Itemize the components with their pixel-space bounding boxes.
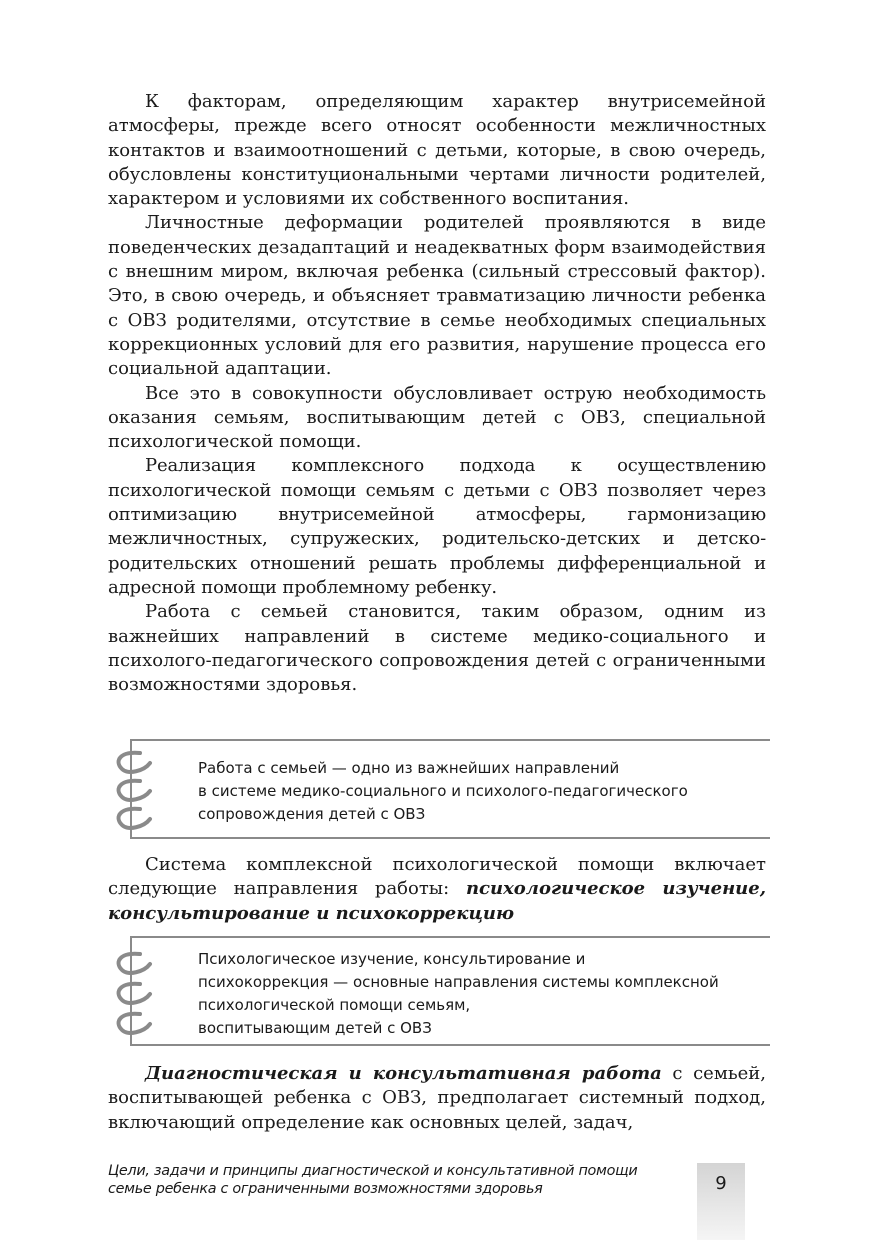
callout-2-line: Психологическое изучение, консультирование и [198,950,586,968]
callout-1-line: сопровождения детей с ОВЗ [198,805,426,823]
callout-1-line: в системе медико-социального и психолого-педагогического [198,782,688,800]
spiral-binding-icon [110,946,160,1042]
paragraph-5: Работа с семьей становится, таким образом, одним из важнейших направлений в системе медико-социального и психолого-педагогического сопровождения детей с ограниченными возможностями здоровья. [108,601,766,696]
paragraph-6 [108,853,766,926]
callout-box-1 [130,739,770,839]
paragraph-6-text: Система комплексной психологической помощи включает следующие направления работы: [108,854,766,900]
running-footer [108,1162,698,1198]
paragraph-1: К факторам, определяющим характер внутрисемейной атмосферы, прежде всего относят особенности межличностных контактов и взаимоотношений с детьми, которые, в свою очередь, обусловлены конституциональными чертами личности родителей, характером и условиями их собственного воспитания. [108,91,766,210]
spiral-binding-icon [110,749,160,835]
paragraph-7-emphasis: Диагностическая и консультативная работа [145,1063,662,1084]
page-number-tab [697,1163,745,1240]
paragraph-4: Реализация комплексного подхода к осуществлению психологической помощи семьям с детьми с ОВЗ позволяет через оптимизацию внутрисемейной атмосферы, гармонизацию межличностных, супружеских, родительско-детских и детско-родительских отношений решать проблемы дифференциальной и адресной помощи проблемному ребенку. [108,455,766,598]
main-text-block-3 [108,1062,766,1135]
callout-2-line: психокоррекция — основные направления системы комплексной [198,973,719,991]
paragraph-3: Все это в совокупности обусловливает острую необходимость оказания семьям, воспитывающим детей с ОВЗ, специальной психологической помощи. [108,382,766,453]
paragraph-2: Личностные деформации родителей проявляются в виде поведенческих дезадаптаций и неадекватных форм взаимодействия с внешним миром, включая ребенка (сильный стрессовый фактор). Это, в свою очередь, и объясняет травматизацию личности ребенка с ОВЗ родителями, отсутствие в семье необходимых специальных коррекционных условий для его развития, нарушение процесса его социальной адаптации. [108,212,766,380]
paragraph-7 [108,1062,766,1135]
callout-1-text [198,757,762,826]
callout-1-line: Работа с семьей — одно из важнейших направлений [198,759,620,777]
paragraph-6-emphasis: психологическое изучение, консультирование и психокоррекцию [108,878,766,924]
page-number: 9 [715,1173,727,1194]
main-text-block [108,90,766,697]
footer-line-2: семье ребенка с ограниченными возможностями здоровья [108,1181,543,1197]
main-text-block-2 [108,853,766,926]
callout-2-text [198,948,762,1040]
footer-line-1: Цели, задачи и принципы диагностической и консультативной помощи [108,1163,638,1179]
callout-2-line: психологической помощи семьям, [198,996,471,1014]
paragraph-7-text: с семьей, воспитывающей ребенка с ОВЗ, предполагает системный подход, включающий определение как основных целей, задач, [108,1063,766,1133]
callout-box-2 [130,936,770,1046]
callout-2-line: воспитывающим детей с ОВЗ [198,1019,432,1037]
